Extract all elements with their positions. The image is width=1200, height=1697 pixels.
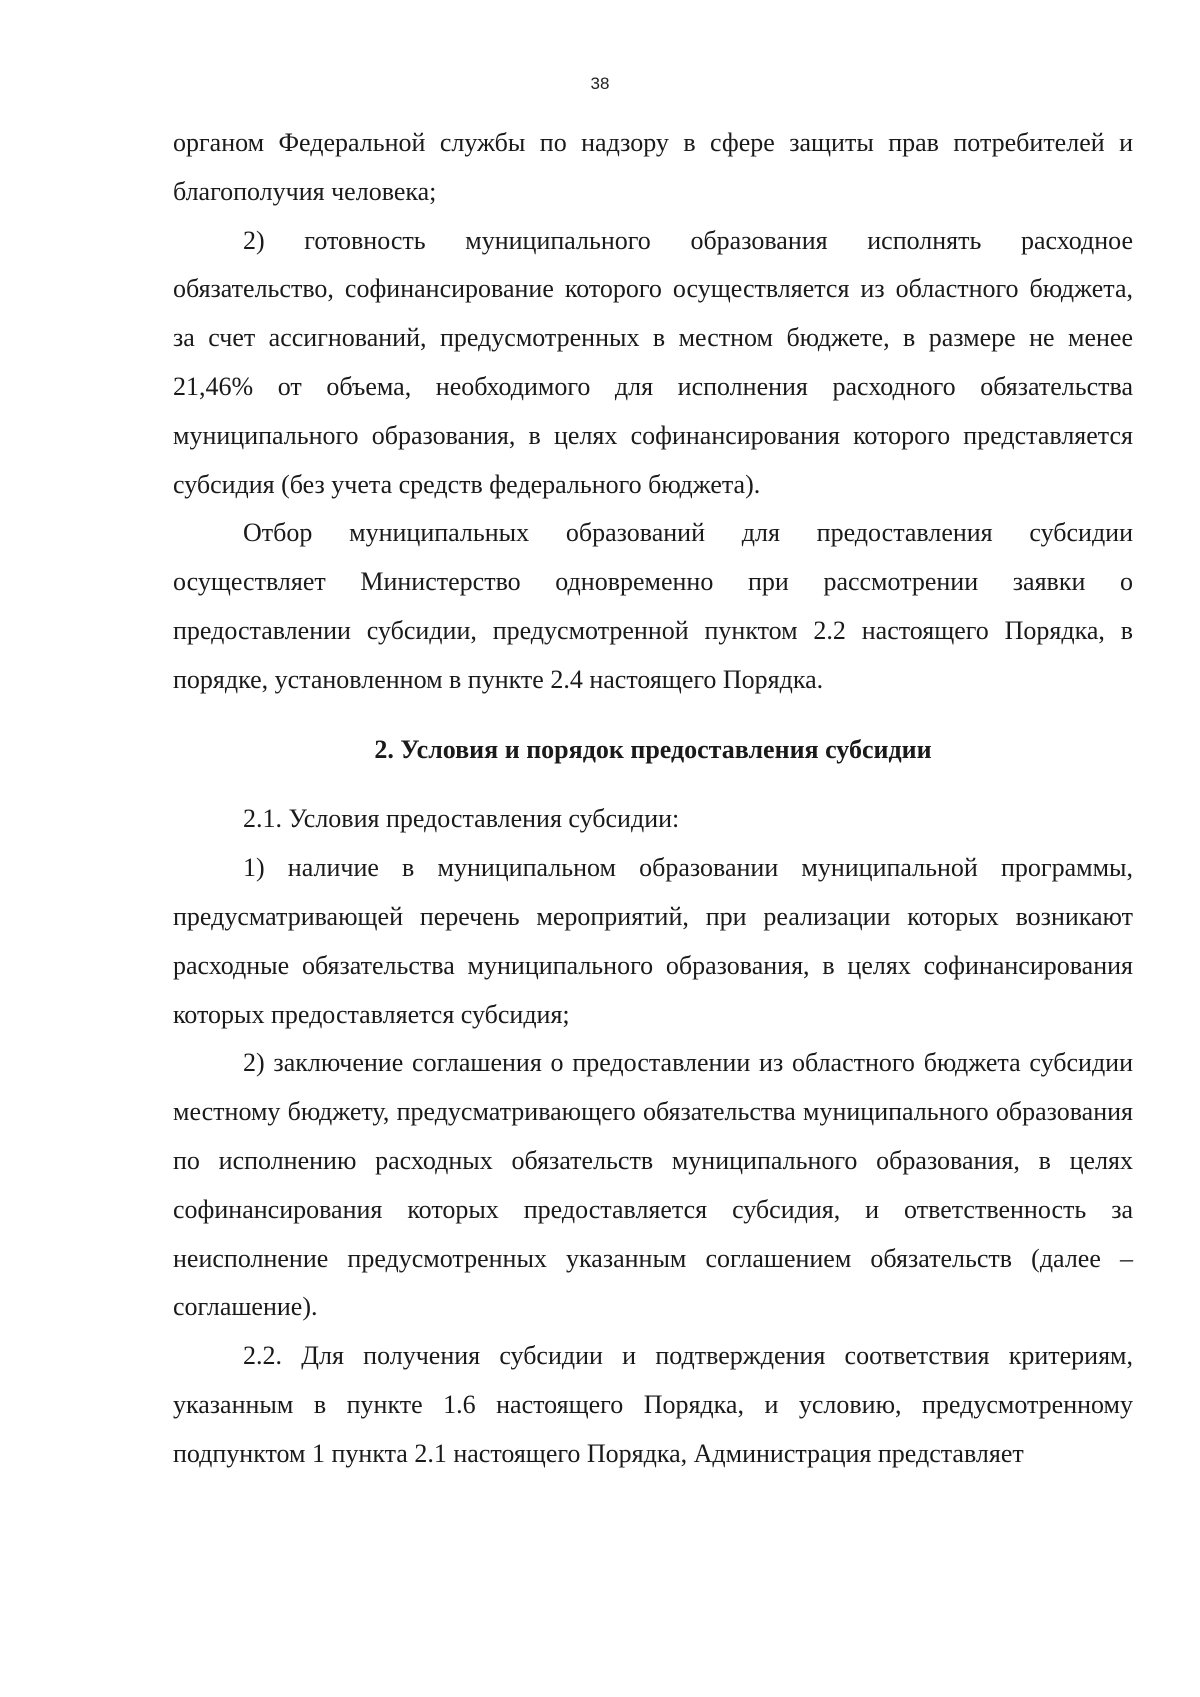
paragraph-continuation: органом Федеральной службы по надзору в сфере защиты прав потребителей и благополучия человека; — [173, 128, 1133, 206]
paragraph-condition-2: 2) заключение соглашения о предоставлении из областного бюджета субсидии местному бюджету, предусматривающего обязательства муниципального образования по исполнению расходных обязательств муниципального образования, в целях софинансирования которых предоставляется субсидия, и ответственность за неисполнение предусмотренных указанным соглашением обязательств (далее – соглашение). — [173, 1048, 1133, 1322]
paragraph-2-1-title: 2.1. Условия предоставления субсидии: — [243, 804, 680, 834]
paragraph-condition-1: 1) наличие в муниципальном образовании муниципальной программы, предусматривающей перечень мероприятий, при реализации которых возникают расходные обязательства муниципального образования, в целях софинансирования которых предоставляется субсидия; — [173, 853, 1133, 1029]
paragraph-selection: Отбор муниципальных образований для предоставления субсидии осуществляет Министерство одновременно при рассмотрении заявки о предоставлении субсидии, предусмотренной пунктом 2.2 настоящего Порядка, в порядке, установленном в пункте 2.4 настоящего Порядка. — [173, 518, 1133, 694]
section-heading: 2. Условия и порядок предоставления субсидии — [374, 734, 932, 764]
paragraph-2-2: 2.2. Для получения субсидии и подтверждения соответствия критериям, указанным в пункте 1.6 настоящего Порядка, и условию, предусмотренному подпунктом 1 пункта 2.1 настоящего Порядка, Администрация представляет — [173, 1341, 1133, 1468]
document-body — [173, 119, 1133, 1479]
page-number: 38 — [590, 74, 610, 93]
paragraph-readiness-condition: 2) готовность муниципального образования исполнять расходное обязательство, софинансирование которого осуществляется из областного бюджета, за счет ассигнований, предусмотренных в местном бюджете, в размере не менее 21,46% от объема, необходимого для исполнения расходного обязательства муниципального образования, в целях софинансирования которого представляется субсидия (без учета средств федерального бюджета). — [173, 225, 1133, 499]
